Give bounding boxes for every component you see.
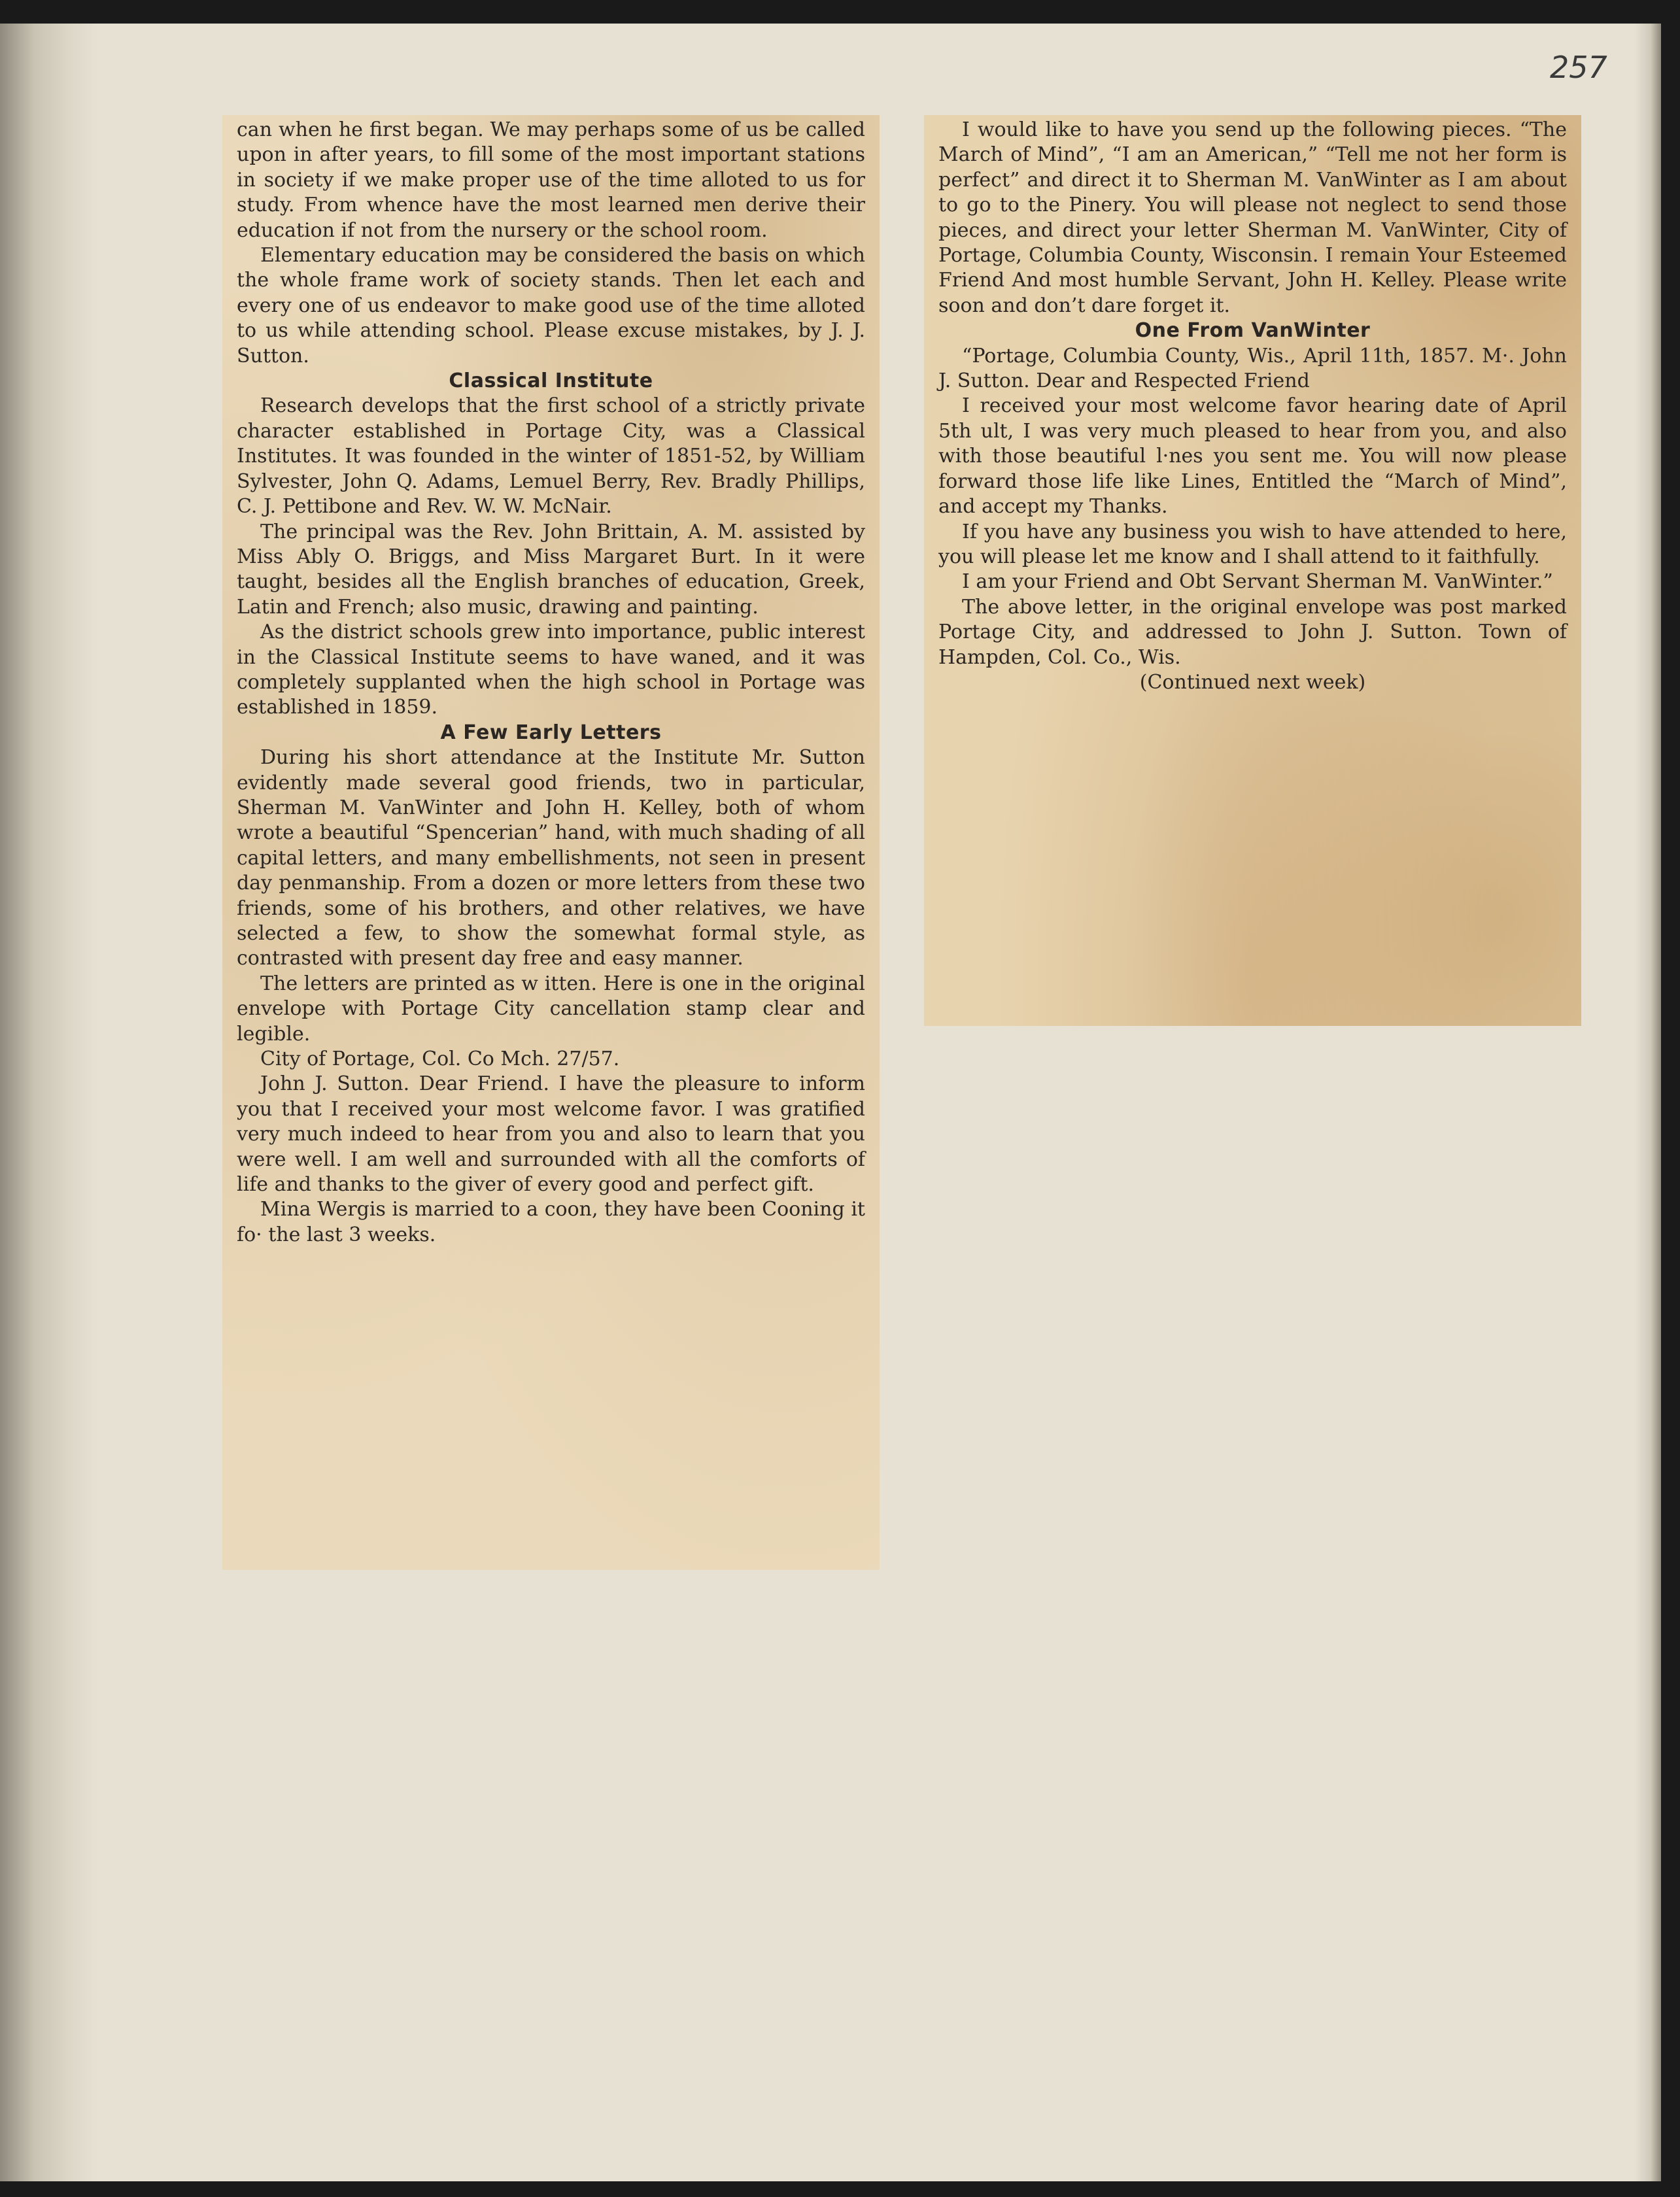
paragraph: The letters are printed as w itten. Here is one in the original envelope with Portage City cancellation stamp clear and legible.: [237, 972, 865, 1046]
page-edge-shadow: [1635, 24, 1661, 2181]
paragraph: John J. Sutton. Dear Friend. I have the pleasure to inform you that I received your most welcome favor. I was gratified very much indeed to hear from you and also to learn that you were well. I am well and surrounded with all the comforts of life and thanks to the giver of every good and perfect gift.: [237, 1072, 865, 1197]
newspaper-clipping-left: [222, 115, 880, 1570]
paragraph: City of Portage, Col. Co Mch. 27/57.: [260, 1047, 620, 1071]
paragraph: Elementary education may be considered the basis on which the whole frame work of society stands. Then let each and every one of us endeavor to make good use of the time alloted to us while attending school. Please excuse mistakes, by J. J. Sutton.: [237, 244, 865, 367]
paragraph: I would like to have you send up the following pieces. “The March of Mind”, “I am an American,” “Tell me not her form is perfect” and direct it to Sherman M. VanWinter as I am about to go to the Pinery. You will please not neglect to send those pieces, and direct your letter Sherman M. VanWinter, City of Portage, Columbia County, Wisconsin. I remain Your Esteemed Friend And most humble Servant, John H. Kelley. Please write soon and don’t dare forget it.: [938, 118, 1567, 317]
paragraph: As the district schools grew into importance, public interest in the Classical Institute seems to have waned, and it was completely supplanted when the high school in Portage was established in 1859.: [237, 621, 865, 719]
paragraph: The above letter, in the original envelope was post marked Portage City, and addressed to John J. Sutton. Town of Hampden, Col. Co., Wis.: [938, 595, 1567, 669]
section-heading: One From VanWinter: [1135, 319, 1371, 343]
page-number: 257: [1550, 50, 1607, 85]
paragraph: If you have any business you wish to have attended to here, you will please let me know and I shall attend to it faithfully.: [938, 520, 1567, 568]
continued-note: (Continued next week): [1139, 670, 1366, 694]
page-gutter-shadow: [0, 24, 98, 2181]
paragraph: The principal was the Rev. John Brittain, A. M. assisted by Miss Ably O. Briggs, and Miss Margaret Burt. In it were taught, besides all the English branches of education, Greek, Latin and French; also music, drawing and painting.: [237, 520, 865, 619]
paragraph: During his short attendance at the Institute Mr. Sutton evidently made several good friends, two in particular, Sherman M. VanWinter and John H. Kelley, both of whom wrote a beautiful “Spencerian” hand, with much shading of all capital letters, and many embellishments, not seen in present day penmanship. From a dozen or more letters from these two friends, some of his brothers, and other relatives, we have selected a few, to show the somewhat formal style, as contrasted with present day free and easy manner.: [237, 746, 865, 970]
paragraph: “Portage, Columbia County, Wis., April 11th, 1857. M·. John J. Sutton. Dear and Respected Friend: [938, 344, 1567, 393]
section-heading: Classical Institute: [449, 369, 653, 393]
paragraph: I received your most welcome favor hearing date of April 5th ult, I was very much pleased to hear from you, and also with those beautiful l·nes you sent me. You will now please forward those life like Lines, Entitled the “March of Mind”, and accept my Thanks.: [938, 394, 1567, 519]
paragraph: can when he first began. We may perhaps some of us be called upon in after years, to fill some of the most important stations in society if we make proper use of the time alloted to us for study. From whence have the most learned men derive their education if not from the nursery or the school room.: [237, 118, 865, 242]
paragraph: Mina Wergis is married to a coon, they have been Cooning it fo· the last 3 weeks.: [237, 1198, 865, 1246]
section-heading: A Few Early Letters: [440, 721, 662, 744]
scrapbook-page: [0, 24, 1661, 2181]
paragraph: Research develops that the first school of a strictly private character established in Portage City, was a Classical Institutes. It was founded in the winter of 1851-52, by William Sylvester, John Q. Adams, Lemuel Berry, Rev. Bradly Phillips, C. J. Pettibone and Rev. W. W. McNair.: [237, 394, 865, 519]
newspaper-clipping-right: [924, 115, 1581, 1026]
paragraph: I am your Friend and Obt Servant Sherman M. VanWinter.”: [962, 570, 1553, 594]
